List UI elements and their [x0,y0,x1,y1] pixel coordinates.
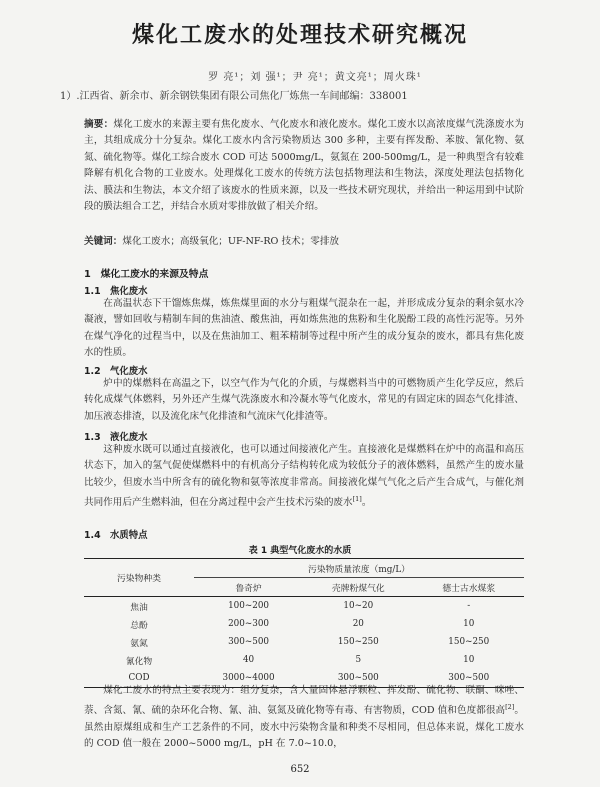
section-heading-1-2: 1.2 气化废水 [84,366,148,377]
table-cell: 300~500 [228,637,270,647]
table-cell: 10~20 [343,601,374,611]
table-cell: 150~250 [337,637,379,647]
citation-ref: [2] [505,703,515,712]
section-heading-1-1: 1.1 焦化废水 [84,286,148,297]
table-cell: 20 [352,619,364,629]
table-cell: 100~200 [228,601,270,611]
table-cell: 10 [463,655,475,665]
affiliation: 1）.江西省、新余市、新余钢铁集团有限公司焦化厂炼焦一车间邮编：338001 [60,91,408,102]
abstract-label: 摘要： [84,119,114,130]
table-cell: 300~500 [303,669,413,688]
citation-ref: [1] [352,495,362,504]
paragraph-1-2: 炉中的煤燃料在高温之下，以空气作为气化的介质，与煤燃料当中的可燃物质产生化学反应，然后转化成煤气体燃料，另外还产生煤气洗涤废水和冷凝水等气化废水，常见的有固定床的固态气化排渣、加压液态排渣，以及流化床气化排渣和气流床气化排渣等。 [84,378,524,422]
section-heading-1-4: 1.4 水质特点 [84,530,148,541]
table-cell: 10 [463,619,475,629]
table-col-header: 壳牌粉煤气化 [303,578,413,597]
table-cell: 40 [242,655,255,665]
page-number: 652 [290,764,310,775]
paragraph-1-4 [84,683,524,753]
table-cell: 焦油 [130,602,148,613]
table-row [84,651,524,669]
paragraph-1-3-end: 。 [361,497,372,509]
paragraph-1-1: 在高温状态下干馏炼焦煤，炼焦煤里面的水分与粗煤气混杂在一起，并形成成分复杂的剩余氨水冷凝液，譬如回收与精制车间的焦油渣、酸焦油，再如炼焦池的焦粉和生化脱酚工段的高性污泥等。另外在煤气净化的过程当中，以及在焦油加工、粗苯精制等过程中所产生的成分复杂的废水，都具有焦化废水的性质。 [84,298,524,359]
table-cell: 3000~4000 [194,669,303,688]
keywords [84,233,524,247]
paragraph-1-4-text: 煤化工废水的特点主要表现为：组分复杂，含大量固体悬浮颗粒、挥发酚、硫化物、联酮、咪唑、萘、含氮、氰、硫的杂环化合物、氰、油、氨氮及硫化物等有毒、有害物质，COD 值和色度都很高 [84,685,524,717]
keywords-text: 煤化工废水；高级氧化；UF-NF-RO 技术；零排放 [122,236,340,247]
paragraph-1-4-cont: 。虽然由原煤组成和生产工艺条件的不同，废水中污染物含量和种类不尽相同，但总体来说，煤化工废水的 COD 值一般在 2000~5000 mg/L，pH 在 7.0~10.0， [84,705,524,750]
table-cell: 氨氮 [130,638,148,649]
table-row [84,597,524,616]
keywords-label: 关键词： [84,236,123,247]
table-header-row [84,559,524,578]
paragraph-1-3 [84,442,524,512]
water-quality-table [84,558,524,688]
abstract-text: 煤化工废水的来源主要有焦化废水、气化废水和液化废水。煤化工废水以高浓度煤气洗涤废水为主，其组成成分十分复杂。煤化工废水内含污染物质达 300 多种，主要有挥发酚、苯胺、氰化物、氨氮、硫化物等。煤化工综合废水 COD 可达 5000mg/L，氨氮在 200-500mg/L，是一种典型含有较难降解有机化合物的工业废水。处理煤化工废水的传统方法包括物理法和生物法，深度处理法包括物化法、膜法和生物法，本文介绍了该废水的性质来源，以及一些技术研究现状，并给出一种运用到中试阶段的膜法组合工艺，并结合水质对零排放做了相关介绍。 [84,119,525,213]
table-cell: 150~250 [448,637,490,647]
table-caption: 表 1 典型气化废水的水质 [248,546,352,556]
paragraph-1-3-text: 这种废水既可以通过直接液化，也可以通过间接液化产生。直接液化是煤燃料在炉中的高温和高压状态下，加入的氢气促使煤燃料中的有机高分子结构转化成为较低分子的液体燃料，虽然产生的废水量比较少，但废水当中所含有的硫化物和氨等浓度非常高。间接液化煤气气化之后产生合成气，与催化剂共同作用后产生燃料油，但在分离过程中会产生技术污染的废水 [84,444,524,509]
table-cell: COD [84,669,194,688]
abstract [84,117,524,215]
table-col-header: 德士古水煤浆 [414,578,524,597]
table-cell: 5 [355,655,362,665]
table-cell: - [467,601,471,611]
table-row-header: 污染物种类 [84,559,194,597]
paper-title: 煤化工废水的处理技术研究概况 [131,23,468,48]
table-cell: 200~300 [228,619,270,629]
table-row [84,615,524,633]
table-col-header: 鲁奇炉 [194,578,303,597]
table-row [84,633,524,651]
section-heading-1-3: 1.3 液化废水 [84,432,148,443]
table-cell: 氰化物 [125,656,153,667]
table-cell: 300~500 [414,669,524,688]
table-cell: 总酚 [130,620,148,631]
author-list: 罗 亮¹；刘 强¹；尹 亮¹；黄文亮¹；周火珠¹ [208,72,422,83]
table-group-header: 污染物质量浓度（mg/L） [194,559,524,578]
section-heading-1: 1 煤化工废水的来源及特点 [84,269,209,280]
